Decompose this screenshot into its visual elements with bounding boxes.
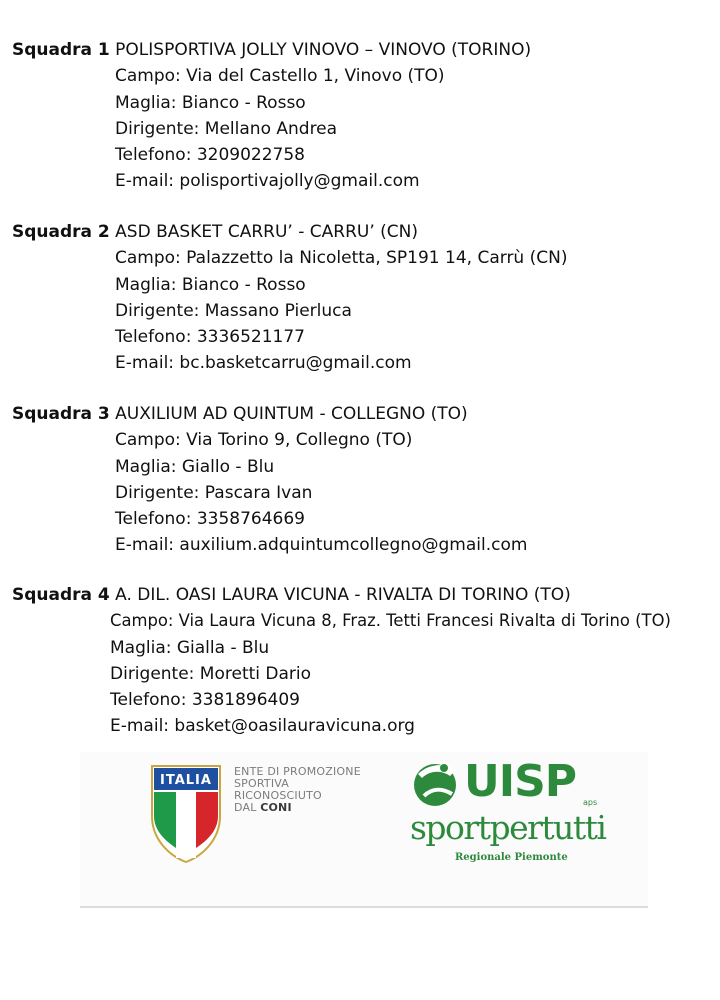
uisp-aps: aps bbox=[583, 798, 598, 807]
team-campo: Campo: Via del Castello 1, Vinovo (TO) bbox=[115, 66, 445, 87]
uisp-region: Regionale Piemonte bbox=[455, 852, 568, 863]
team-title bbox=[12, 582, 712, 608]
team-email: E-mail: auxilium.adquintumcollegno@gmail.com bbox=[115, 535, 528, 556]
team-name: ASD BASKET CARRU’ - CARRU’ (CN) bbox=[115, 222, 418, 242]
team-telefono: Telefono: 3358764669 bbox=[115, 509, 305, 530]
team-email: E-mail: basket@oasilauravicuna.org bbox=[110, 716, 415, 737]
team-label: Squadra 2 bbox=[12, 222, 110, 242]
team-maglia: Maglia: Gialla - Blu bbox=[110, 637, 270, 658]
team-title bbox=[12, 37, 712, 63]
team-telefono: Telefono: 3209022758 bbox=[115, 145, 305, 166]
team-name: A. DIL. OASI LAURA VICUNA - RIVALTA DI TORINO (TO) bbox=[115, 585, 571, 605]
coni-line: ENTE DI PROMOZIONE bbox=[234, 765, 361, 778]
team-block-2 bbox=[12, 219, 712, 377]
uisp-runner-icon bbox=[410, 758, 464, 808]
team-block-3 bbox=[12, 401, 712, 559]
team-block-4 bbox=[12, 582, 712, 740]
sponsor-logos bbox=[80, 752, 648, 908]
coni-shield-text: ITALIA bbox=[160, 773, 212, 788]
team-label: Squadra 1 bbox=[12, 40, 110, 60]
team-name: POLISPORTIVA JOLLY VINOVO – VINOVO (TORINO) bbox=[115, 40, 532, 60]
uisp-wordmark: UISP bbox=[464, 756, 577, 807]
team-maglia: Maglia: Bianco - Rosso bbox=[115, 274, 306, 295]
team-label: Squadra 4 bbox=[12, 585, 110, 605]
team-label: Squadra 3 bbox=[12, 404, 110, 424]
coni-line: RICONOSCIUTO bbox=[234, 789, 322, 802]
team-dirigente: Dirigente: Mellano Andrea bbox=[115, 118, 338, 139]
coni-line: SPORTIVA bbox=[234, 777, 290, 790]
coni-caption bbox=[234, 766, 361, 814]
team-campo: Campo: Via Torino 9, Collegno (TO) bbox=[115, 430, 413, 451]
team-email: E-mail: polisportivajolly@gmail.com bbox=[115, 171, 420, 192]
team-title bbox=[12, 219, 712, 245]
team-maglia: Maglia: Giallo - Blu bbox=[115, 456, 275, 477]
team-maglia: Maglia: Bianco - Rosso bbox=[115, 92, 306, 113]
team-campo: Campo: Palazzetto la Nicoletta, SP191 14, Carrù (CN) bbox=[115, 248, 568, 269]
coni-line-prefix: DAL bbox=[234, 801, 257, 814]
team-telefono: Telefono: 3381896409 bbox=[110, 690, 300, 711]
team-name: AUXILIUM AD QUINTUM - COLLEGNO (TO) bbox=[115, 404, 468, 424]
team-block-1 bbox=[12, 37, 712, 195]
team-dirigente: Dirigente: Pascara Ivan bbox=[115, 482, 313, 503]
coni-line bbox=[234, 802, 361, 814]
team-telefono: Telefono: 3336521177 bbox=[115, 327, 305, 348]
coni-shield-logo bbox=[150, 764, 222, 864]
team-campo: Campo: Via Laura Vicuna 8, Fraz. Tetti Francesi Rivalta di Torino (TO) bbox=[110, 611, 671, 631]
team-dirigente: Dirigente: Massano Pierluca bbox=[115, 300, 352, 321]
coni-line-bold: CONI bbox=[260, 801, 292, 814]
team-title bbox=[12, 401, 712, 427]
team-dirigente: Dirigente: Moretti Dario bbox=[110, 663, 312, 684]
uisp-tagline: sportpertutti bbox=[410, 808, 606, 847]
team-email: E-mail: bc.basketcarru@gmail.com bbox=[115, 353, 412, 374]
